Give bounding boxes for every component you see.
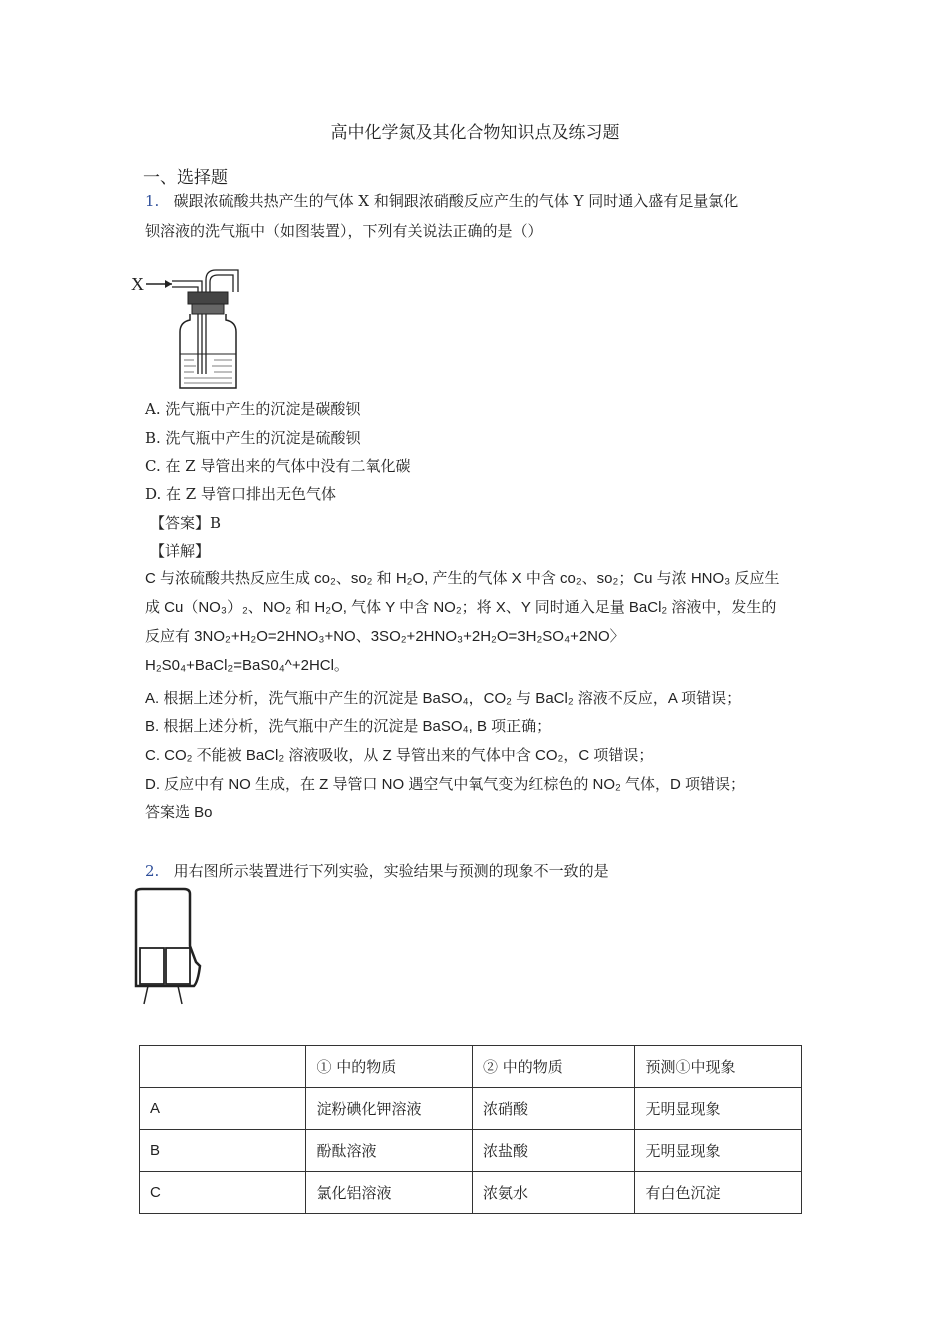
q1-detail-line: 成 Cu（NO₃）₂、NO₂ 和 H₂O, 气体 Y 中含 NO₂；将 X、Y 同时通入足量 BaCl₂ 溶液中，发生的 (145, 599, 777, 616)
q1-detail-line: A. 根据上述分析，洗气瓶中产生的沉淀是 BaSO₄，CO₂ 与 BaCl₂ 溶液不反应，A 项错误； (145, 690, 742, 707)
section-heading: 一、选择题 (143, 168, 228, 188)
table-cell: 浓硝酸 (472, 1088, 635, 1130)
q1-stem-text1: 碳跟浓硫酸共热产生的气体 X 和铜跟浓硝酸反应产生的气体 Y 同时通入盛有足量氯化 (173, 192, 739, 210)
gas-washing-bottle-figure (128, 262, 243, 392)
q1-detail-line: 反应有 3NO₂+H₂O=2HNO₃+NO、3SO₂+2HNO₃+2H₂O=3H₂SO₄+2NO〉 (145, 628, 625, 645)
figure-x-label: X (131, 274, 144, 294)
q2-stem-line (145, 860, 609, 882)
table-header-cell: ① 中的物质 (306, 1046, 473, 1088)
arrow-head-icon (165, 280, 172, 288)
beaker-1 (140, 948, 164, 984)
q1-detail-line: D. 反应中有 NO 生成，在 Z 导管口 NO 遇空气中氧气变为红棕色的 NO₂ 气体，D 项错误； (145, 776, 745, 793)
table-cell: 淀粉碘化钾溶液 (306, 1088, 473, 1130)
q1-answer: 【答案】B (150, 514, 222, 532)
bell-jar-figure (128, 886, 208, 1011)
q1-detail-line: 答案选 Bo (145, 804, 213, 821)
q1-detail-line: H₂S0₄+BaCl₂=BaS0₄^+2HCl。 (145, 657, 349, 674)
table-cell: A (140, 1088, 306, 1130)
q2-stem-text: 用右图所示装置进行下列实验，实验结果与预测的现象不一致的是 (173, 862, 609, 880)
q1-option-d: D. 在 Z 导管口排出无色气体 (145, 485, 336, 503)
page-title: 高中化学氮及其化合物知识点及练习题 (330, 123, 620, 143)
q1-detail-line: B. 根据上述分析，洗气瓶中产生的沉淀是 BaSO₄, B 项正确； (145, 718, 552, 735)
table-cell: 浓氨水 (472, 1172, 635, 1214)
table-cell: 无明显现象 (635, 1088, 802, 1130)
table-cell: 酚酞溶液 (306, 1130, 473, 1172)
q1-option-b: B. 洗气瓶中产生的沉淀是硫酸钡 (145, 429, 361, 447)
q1-detail-line: C. CO₂ 不能被 BaCl₂ 溶液吸收，从 Z 导管出来的气体中含 CO₂，C 项错误； (145, 747, 654, 764)
q1-detail-line: C 与浓硫酸共热反应生成 co₂、so₂ 和 H₂O, 产生的气体 X 中含 co₂、so₂；Cu 与浓 HNO₃ 反应生 (145, 570, 780, 587)
table-cell: B (140, 1130, 306, 1172)
table-cell: 氯化铝溶液 (306, 1172, 473, 1214)
q1-number: 1. (145, 192, 160, 210)
beaker-2 (166, 948, 190, 984)
q2-table (139, 1045, 802, 1214)
table-header-cell: ② 中的物质 (472, 1046, 635, 1088)
q1-stem-line1 (145, 190, 738, 212)
table-cell: 无明显现象 (635, 1130, 802, 1172)
table-header-row (140, 1046, 802, 1088)
q1-detail-label: 【详解】 (150, 542, 211, 560)
table-cell: 有白色沉淀 (635, 1172, 802, 1214)
q1-stem-line2: 钡溶液的洗气瓶中（如图装置），下列有关说法正确的是（） (145, 222, 543, 240)
q1-option-a: A. 洗气瓶中产生的沉淀是碳酸钡 (145, 400, 361, 418)
q2-number: 2. (145, 862, 160, 880)
table-row (140, 1088, 802, 1130)
table-cell: C (140, 1172, 306, 1214)
table-row (140, 1172, 802, 1214)
table-row (140, 1130, 802, 1172)
table-header-cell (140, 1046, 306, 1088)
table-cell: 浓盐酸 (472, 1130, 635, 1172)
table-header-cell: 预测①中现象 (635, 1046, 802, 1088)
q1-option-c: C. 在 Z 导管出来的气体中没有二氧化碳 (145, 457, 411, 475)
